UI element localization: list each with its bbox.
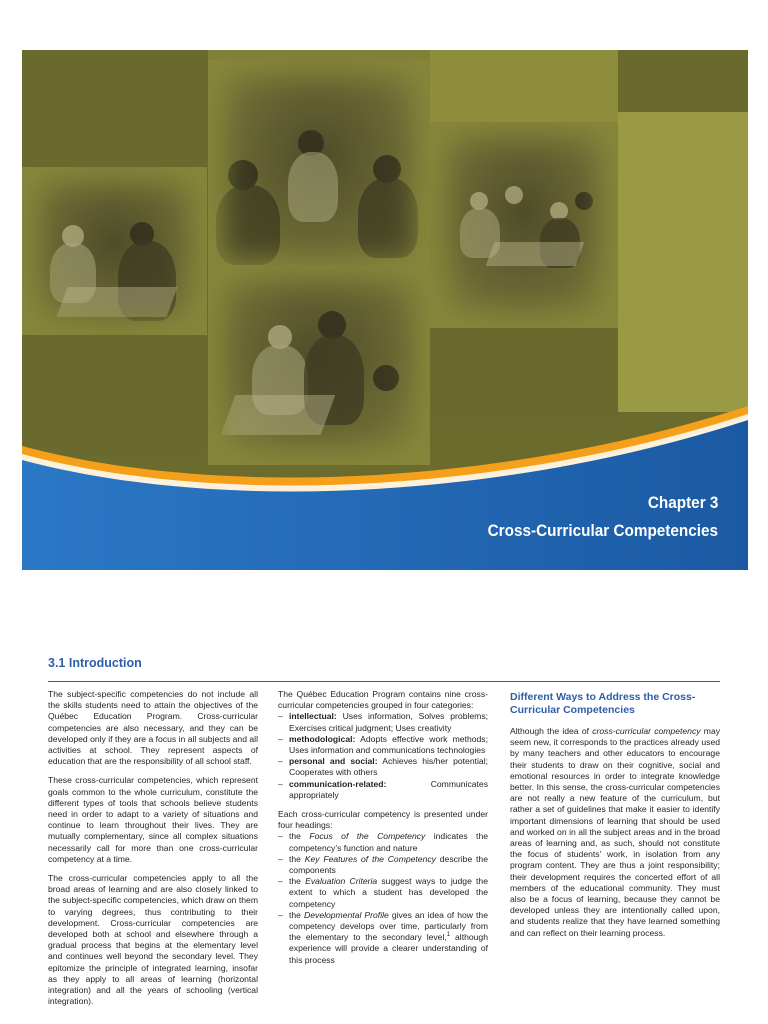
paragraph: These cross-curricular competencies, which represent goals common to the whole curriculum, constitute the different types of tools that schools believe students need in order to adapt to a variety of situations and continue to learn throughout their lives. They are mutually complementary, since all complex situations necessarily call for more than one cross-curricular competency at a time. — [48, 775, 258, 864]
list-emphasis: Evaluation Criteria — [305, 876, 378, 887]
list-text: the — [289, 876, 306, 887]
category-name: personal and social: — [289, 756, 378, 767]
paragraph: Each cross-curricular competency is presented under four headings: — [278, 809, 488, 831]
list-item — [278, 756, 488, 778]
paragraph-text: Although the idea of — [510, 726, 593, 736]
list-text: describe the components — [289, 853, 488, 876]
footnote-marker: 1 — [446, 932, 451, 939]
paragraph: The subject-specific competencies do not include all the skills students need to attain the objectives of the Québec Education Program. Cross-curricular competencies are also necessary, and they can be developed only if they are a focus in all subjects and all activities at school. They represent aspects of education that are the responsibility of all school staff. — [48, 689, 258, 767]
section-title: 3.1 Introduction — [48, 656, 142, 670]
list-item — [278, 734, 488, 756]
list-item — [278, 910, 488, 966]
text-column-3 — [510, 691, 720, 947]
paragraph-text: may seem new, it corresponds to the practices already used by many teachers and other educators to encourage their students to draw on their cognitive, social and emotional resources in order to integrate knowledge better. In this sense, the cross-curricular competencies are not really a new feature of the curriculum, but rather a set of guidelines that make it easier to identify important dimensions of learning that should be used and worked on in all the subject areas and in the broad areas of learning and, as such, should not constitute the focus of students’ work, in isolation from any program content. They are thus a joint responsibility; their development requires the concerted effort of all members of the educational community. They must also be a focus of learning, because they cannot be developed unless they are intentionally called upon, and students realize that they have learned something and can reflect on their learning process. — [510, 726, 721, 938]
heading-list — [278, 831, 488, 965]
list-item — [278, 854, 488, 876]
section-divider — [48, 681, 720, 682]
sub-heading: Different Ways to Address the Cross-Curricular Competencies — [510, 691, 696, 716]
chapter-number: Chapter 3 — [647, 493, 718, 512]
text-column-2 — [278, 689, 488, 974]
list-item — [278, 779, 488, 801]
list-text: suggest ways to judge the extent to which a student has developed the competency — [289, 876, 488, 909]
chapter-banner — [22, 50, 748, 570]
list-emphasis: Developmental Profile — [304, 909, 389, 920]
blue-swoosh — [22, 50, 748, 570]
category-name: methodological: — [289, 733, 356, 744]
list-text: indicates the competency’s function and nature — [289, 831, 488, 853]
category-name: intellectual: — [289, 711, 337, 722]
text-column-1 — [48, 689, 258, 1015]
category-name: communication-related: — [289, 778, 387, 789]
paragraph: The Québec Education Program contains nine cross-curricular competencies grouped in four categories: — [278, 689, 488, 711]
list-item — [278, 876, 488, 910]
list-item — [278, 831, 488, 853]
list-emphasis: Focus of the Competency — [309, 831, 426, 842]
chapter-title: Cross-Curricular Competencies — [487, 521, 718, 540]
category-text: Adopts effective work methods; Uses information and communications technologies — [289, 733, 488, 756]
category-text: Communicates appropriately — [289, 778, 488, 800]
paragraph-emphasis: cross-curricular competency — [592, 726, 701, 736]
category-list — [278, 711, 488, 801]
paragraph — [510, 726, 720, 939]
list-text: gives an idea of how the competency develops over time, particularly from the elementary to the secondary level, — [289, 909, 488, 943]
list-text: the — [289, 831, 310, 842]
list-text: the — [289, 853, 305, 864]
paragraph: The cross-curricular competencies apply to all the broad areas of learning and are also closely linked to the subject-specific competencies, which draw on them to varying degrees, thus contributing to their development. Cross-curricular competencies are developed both at school and elsewhere through a gradual process that begins at the elementary level and continues well beyond the secondary level. They epitomize the principle of integrated learning, insofar as they apply to all areas of learning (horizontal integration) and all the years of schooling (vertical integration). — [48, 873, 258, 1007]
list-item — [278, 711, 488, 733]
list-text: the — [289, 909, 305, 920]
list-emphasis: Key Features of the Competency — [304, 853, 436, 864]
category-text: Uses information, Solves problems; Exercises critical judgment; Uses creativity — [289, 711, 488, 733]
list-text: although experience will provide a clearer understanding of this process — [289, 932, 488, 965]
category-text: Achieves his/her potential; Cooperates with others — [289, 756, 488, 778]
